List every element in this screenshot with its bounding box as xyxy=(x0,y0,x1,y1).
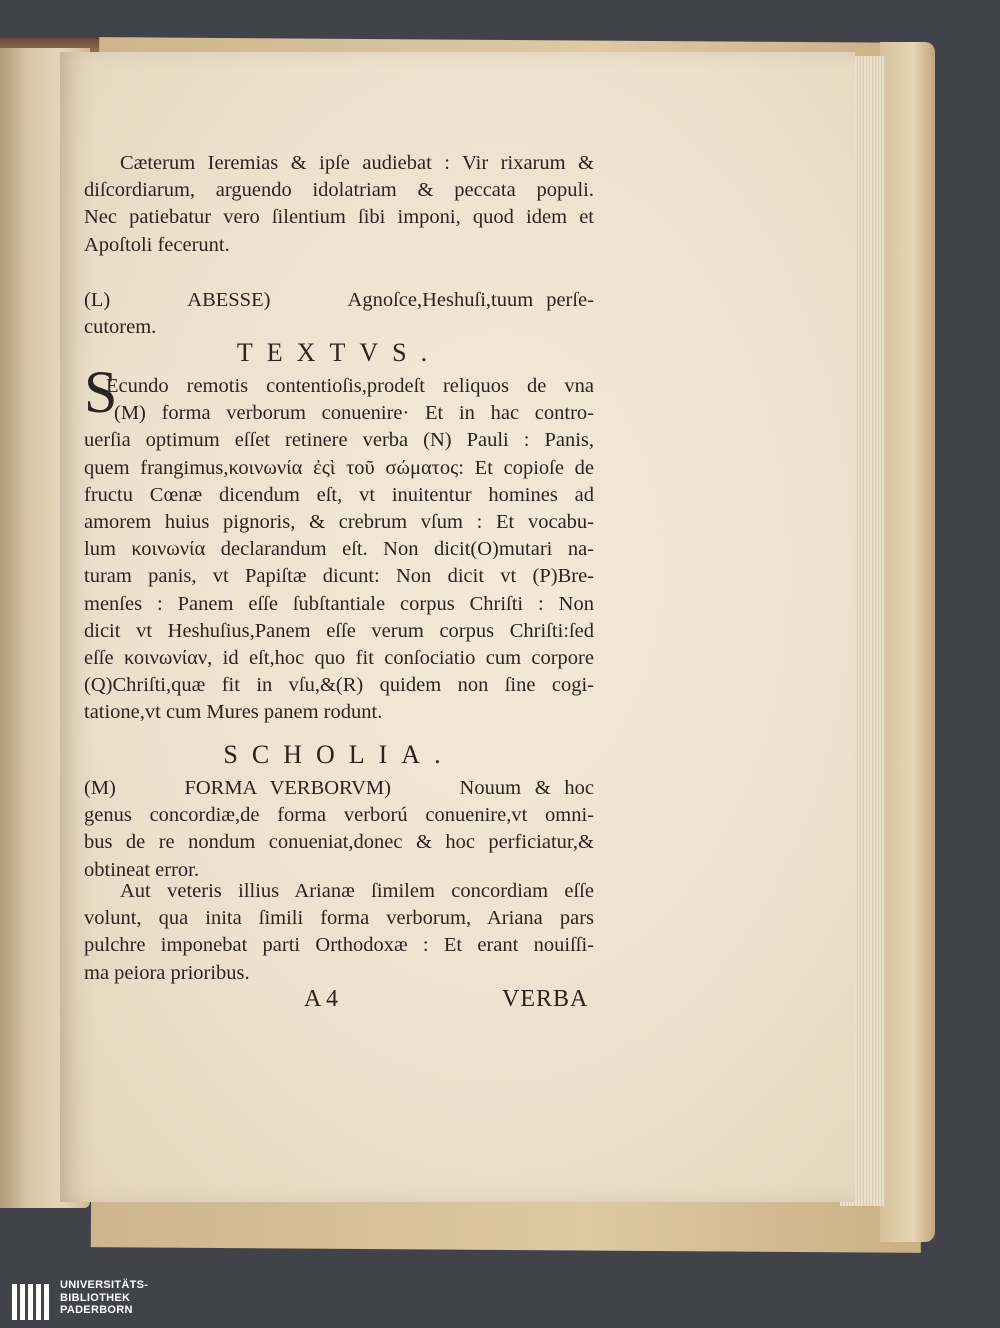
text-line: turam panis, vt Papiſtæ dicunt: Non dicit vt (P)Bre- xyxy=(84,565,594,588)
text-line: obtineat error. xyxy=(84,858,199,881)
text-line: lum κοινωνία declarandum eſt. Non dicit(O)mutari na- xyxy=(84,538,594,561)
signature-mark: A 4 xyxy=(304,986,339,1012)
catchword: VERBA xyxy=(502,986,589,1012)
logo-line: BIBLIOTHEK xyxy=(60,1291,131,1304)
text-line: (M) FORMA VERBORVM) Nouum & hoc xyxy=(84,777,594,799)
scholia-body xyxy=(84,775,594,884)
heading-textus: TEXTVS. xyxy=(236,338,442,367)
text-line: dicit vt Heshuſius,Panem eſſe verum corpus Chriſti:ſed xyxy=(84,619,594,642)
scholia-body-2 xyxy=(84,878,594,987)
textus-body xyxy=(84,373,594,727)
text-line: (L) ABESSE) Agnoſce,Heshuſi,tuum perſe- xyxy=(84,289,594,311)
library-logo-text xyxy=(60,1279,148,1317)
text-line: (M) forma verborum conuenire· Et in hac contro- xyxy=(114,402,594,425)
text-line: Nec patiebatur vero ſilentium ſibi imponi, quod idem et xyxy=(84,206,594,229)
text-line: diſcordiarum, arguendo idolatriam & peccata populi. xyxy=(84,179,594,202)
text-line: (Q)Chriſti,quæ fit in vſu,&(R) quidem non ſine cogi- xyxy=(84,674,594,697)
text-line: amorem huius pignoris, & crebrum vſum : Et vocabu- xyxy=(84,511,594,534)
logo-line: UNIVERSITÄTS- xyxy=(60,1279,149,1291)
drop-cap: S xyxy=(84,359,118,425)
text-line: pulchre imponebat parti Orthodoxæ : Et erant nouiſſi- xyxy=(84,934,594,957)
text-line: Ecundo remotis contentioſis,prodeſt reliquos de vna xyxy=(106,375,594,397)
text-line: menſes : Panem eſſe ſubſtantiale corpus Chriſti : Non xyxy=(84,592,594,615)
logo-line: PADERBORN xyxy=(60,1304,133,1316)
text-line: Cæterum Ieremias & ipſe audiebat : Vir rixarum & xyxy=(120,152,594,174)
text-line: fructu Cœnæ dicendum eſt, vt inuitentur homines ad xyxy=(84,483,594,506)
library-footer-bar xyxy=(0,1277,1000,1328)
library-logo-icon xyxy=(10,1282,52,1322)
text-line: bus de re nondum conueniat,donec & hoc perficiatur,& xyxy=(84,831,594,854)
text-line: quem frangimus,κοινωνία ἐςὶ τοῦ σώματος: Et copioſe de xyxy=(84,456,594,479)
text-line: uerſia optimum eſſet retinere verba (N) Pauli : Panis, xyxy=(84,429,594,452)
text-line: eſſe κοινωνίαν, id eſt,hoc quo fit conſociatio cum corpore xyxy=(84,647,594,670)
text-line: genus concordiæ,de forma verború conuenire,vt omni- xyxy=(84,804,594,827)
heading-scholia: SCHOLIA. xyxy=(223,740,455,769)
paragraph-2 xyxy=(84,287,594,341)
text-line: cutorem. xyxy=(84,316,157,339)
book-cover-right-edge xyxy=(880,42,935,1242)
text-line: Aut veteris illius Arianæ ſimilem concordiam eſſe xyxy=(120,880,594,902)
text-line: volunt, qua inita ſimili forma verborum, Ariana pars xyxy=(84,907,594,930)
text-line: Apoſtoli fecerunt. xyxy=(84,233,230,256)
text-line: tatione,vt cum Mures panem rodunt. xyxy=(84,701,383,724)
text-line: ma peiora prioribus. xyxy=(84,961,250,984)
paragraph-1 xyxy=(84,150,594,259)
